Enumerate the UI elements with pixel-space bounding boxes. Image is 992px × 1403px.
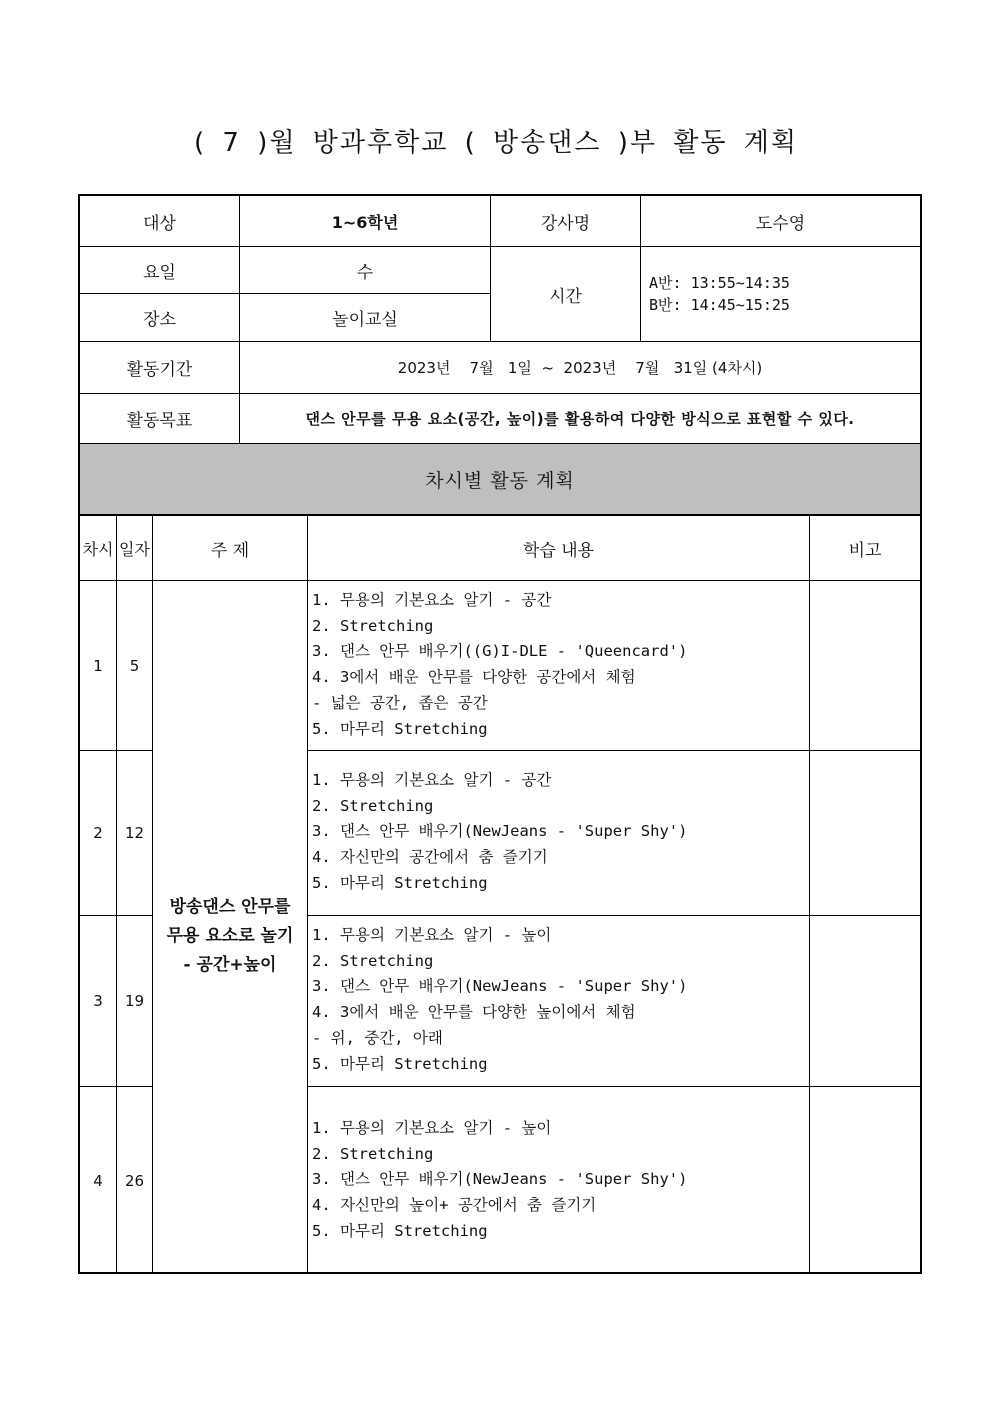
period-value: 2023년 7월 1일 ~ 2023년 7월 31일 (4차시) <box>397 359 763 377</box>
content-line: 5. 마무리 Stretching <box>312 1054 488 1073</box>
content-line: 5. 마무리 Stretching <box>312 719 488 738</box>
header-topic: 주 제 <box>210 540 250 561</box>
time-b: B반: 14:45~15:25 <box>649 296 790 314</box>
session-number: 4 <box>93 1171 103 1190</box>
goal-value: 댄스 안무를 무용 요소(공간, 높이)를 활용하여 다양한 방식으로 표현할 수 있다. <box>305 410 855 428</box>
document-title: ( 7 )월 방과후학교 ( 방송댄스 )부 활동 계획 <box>194 128 798 158</box>
header-note: 비고 <box>848 540 882 561</box>
content-line: 2. Stretching <box>312 616 434 635</box>
section-title: 차시별 활동 계획 <box>80 444 920 514</box>
time-a: A반: 13:55~14:35 <box>649 274 790 292</box>
content-line: - 위, 중간, 아래 <box>312 1028 443 1047</box>
content-line: 2. Stretching <box>312 951 434 970</box>
content-line: 5. 마무리 Stretching <box>312 873 488 892</box>
content-line: 3. 댄스 안무 배우기(NewJeans - 'Super Shy') <box>312 977 688 996</box>
time-label: 시간 <box>549 286 582 307</box>
session-content <box>312 923 807 1077</box>
topic-line: 방송댄스 안무를 <box>169 897 291 917</box>
content-line: 1. 무용의 기본요소 알기 - 높이 <box>312 1119 552 1137</box>
session-note <box>810 751 920 915</box>
content-line: 4. 자신만의 높이+ 공간에서 춤 즐기기 <box>312 1196 597 1215</box>
content-line: 2. Stretching <box>312 796 434 815</box>
time-values <box>641 247 920 341</box>
content-line: 4. 3에서 배운 안무를 다양한 높이에서 체험 <box>312 1003 636 1022</box>
session-content <box>312 1116 807 1245</box>
content-line: - 넓은 공간, 좁은 공간 <box>312 693 488 712</box>
period-label: 활동기간 <box>126 360 193 380</box>
teacher-label: 강사명 <box>540 213 591 234</box>
teacher-value: 도수영 <box>755 213 806 234</box>
session-number: 1 <box>93 656 103 675</box>
place-label: 장소 <box>143 310 176 330</box>
session-date: 19 <box>124 992 145 1010</box>
topic-line: - 공간+높이 <box>183 955 277 975</box>
session-number: 2 <box>93 824 103 842</box>
content-line: 1. 무용의 기본요소 알기 - 높이 <box>312 926 552 944</box>
session-date: 12 <box>124 824 145 842</box>
content-line: 4. 자신만의 공간에서 춤 즐기기 <box>312 848 548 867</box>
content-line: 1. 무용의 기본요소 알기 - 공간 <box>312 591 552 609</box>
content-line: 3. 댄스 안무 배우기(NewJeans - 'Super Shy') <box>312 822 688 841</box>
session-date: 26 <box>124 1171 145 1190</box>
content-line: 1. 무용의 기본요소 알기 - 공간 <box>312 771 552 789</box>
session-number: 3 <box>93 992 103 1010</box>
target-value: 1~6학년 <box>331 212 399 232</box>
header-content: 학습 내용 <box>522 540 595 561</box>
target-label: 대상 <box>143 213 176 234</box>
content-line: 5. 마무리 Stretching <box>312 1221 488 1240</box>
header-date: 일자 <box>119 539 150 559</box>
session-note <box>810 581 920 750</box>
divider <box>307 516 308 1274</box>
session-date: 5 <box>129 656 140 675</box>
place-value: 놀이교실 <box>332 310 398 330</box>
goal-label: 활동목표 <box>126 411 193 431</box>
content-line: 4. 3에서 배운 안무를 다양한 공간에서 체험 <box>312 668 636 687</box>
day-label: 요일 <box>143 262 176 283</box>
session-content <box>312 588 807 742</box>
header-session: 차시 <box>82 539 114 559</box>
plan-table <box>78 194 922 1274</box>
session-note <box>810 916 920 1086</box>
content-line: 2. Stretching <box>312 1144 434 1163</box>
session-content <box>312 768 807 897</box>
session-note <box>810 1087 920 1274</box>
day-value: 수 <box>356 262 374 283</box>
content-line: 3. 댄스 안무 배우기((G)I-DLE - 'Queencard') <box>312 642 688 661</box>
content-line: 3. 댄스 안무 배우기(NewJeans - 'Super Shy') <box>312 1170 688 1189</box>
topic-line: 무용 요소로 놀기 <box>166 926 294 946</box>
topic-cell <box>153 581 307 1274</box>
